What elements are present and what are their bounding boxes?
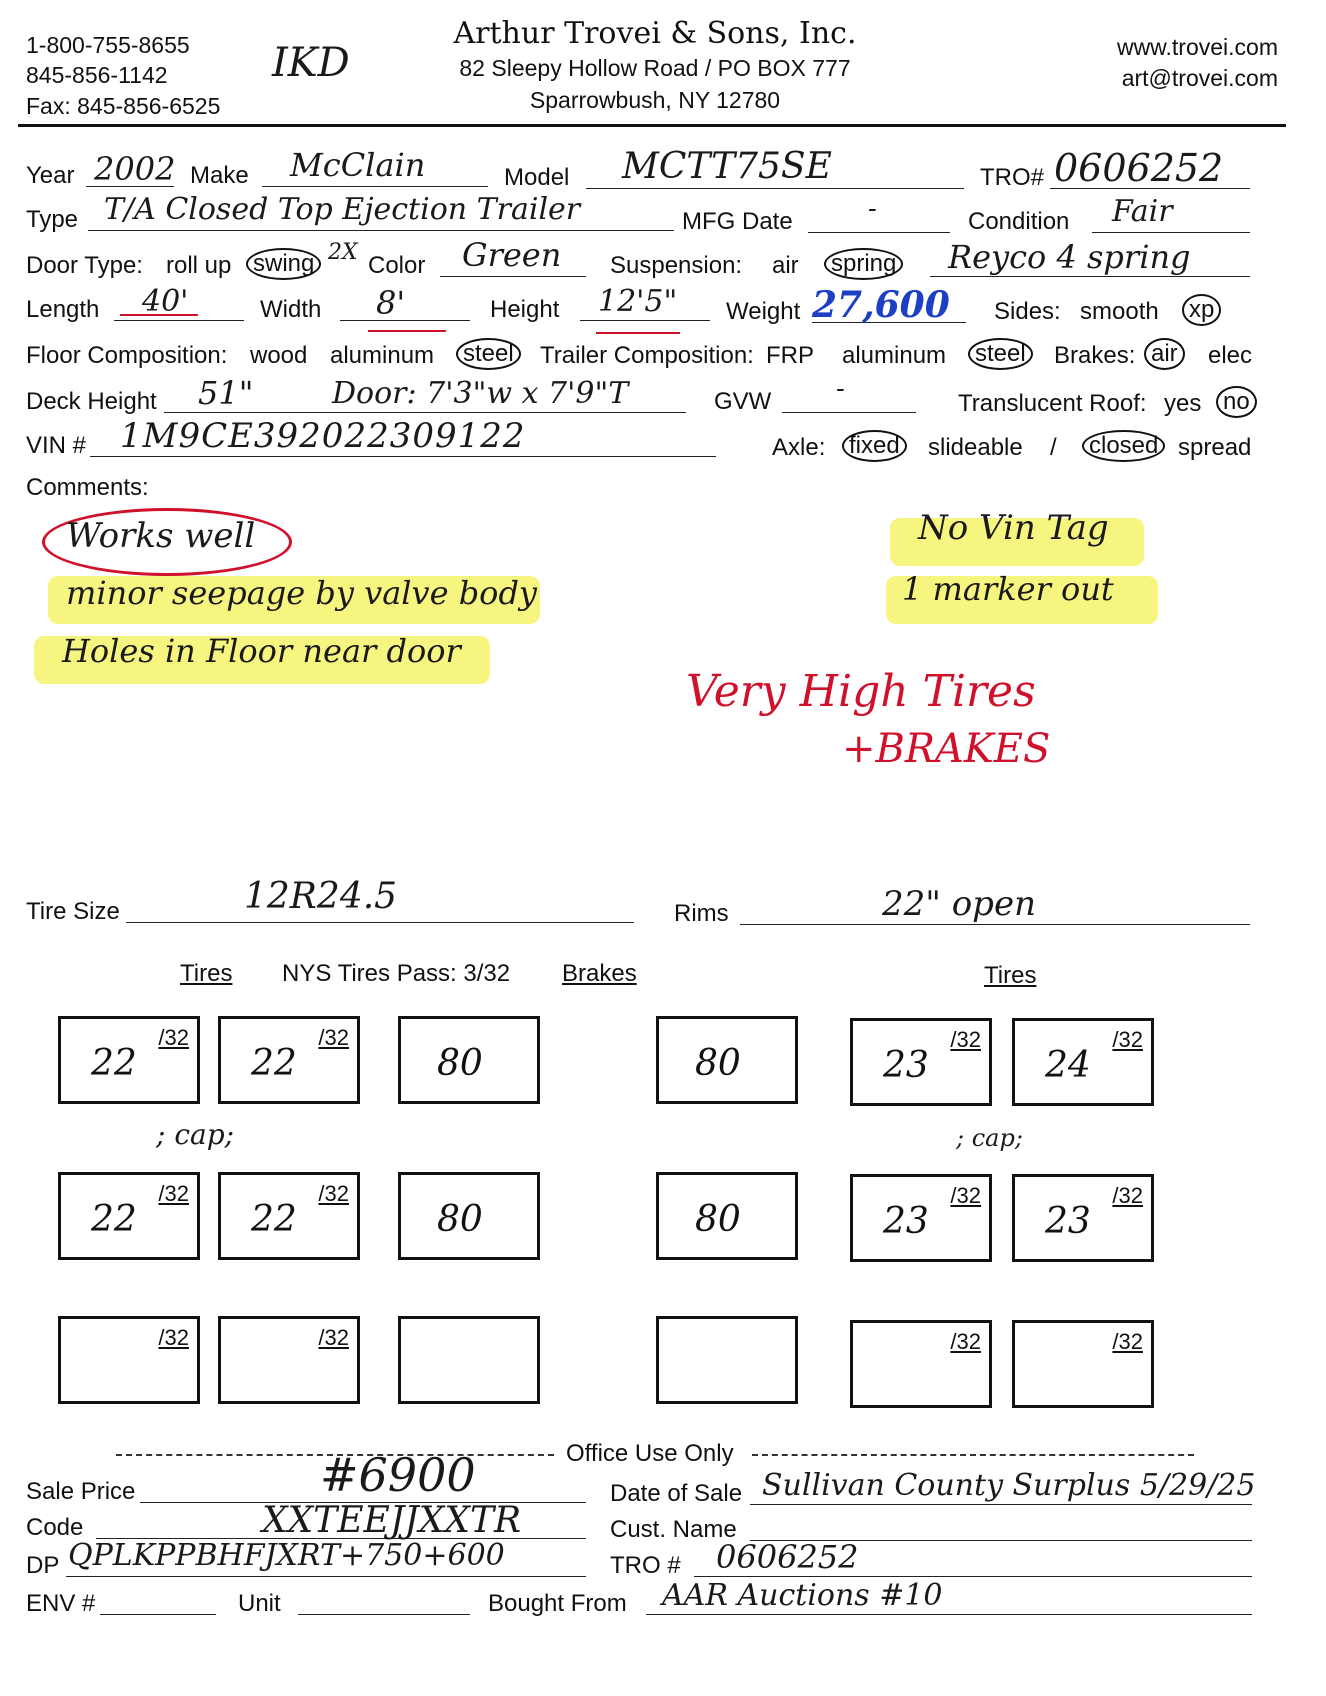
tire-box[interactable] — [58, 1172, 200, 1260]
comment-marker-out: 1 marker out — [902, 570, 1114, 608]
tire-depth: 22 — [251, 1199, 297, 1240]
per32-label: /32 — [950, 1183, 981, 1208]
condition-label: Condition — [968, 208, 1070, 235]
env-label: ENV # — [26, 1590, 96, 1617]
trailer-option-steel[interactable]: steel — [968, 338, 1033, 370]
make-value: McClain — [290, 146, 426, 184]
vin-value: 1M9CE392022309122 — [120, 416, 526, 456]
cap-note-left: ; cap; — [156, 1118, 235, 1151]
axle-option-slideable[interactable]: slideable — [928, 434, 1023, 461]
phone-2: 845-856-1142 — [26, 62, 168, 88]
tire-depth: 22 — [91, 1043, 137, 1084]
make-label: Make — [190, 162, 249, 189]
tro-value: 0606252 — [1054, 146, 1224, 190]
address-line-2: Sparrowbush, NY 12780 — [529, 87, 781, 113]
tire-box[interactable] — [218, 1316, 360, 1404]
tro-label: TRO# — [980, 164, 1045, 191]
translucent-roof-label: Translucent Roof: — [958, 390, 1147, 417]
brakes-option-elec[interactable]: elec — [1208, 342, 1253, 369]
door-dimensions: Door: 7'3"w x 7'9"T — [332, 376, 629, 411]
brake-box[interactable] — [398, 1172, 540, 1260]
floor-option-aluminum[interactable]: aluminum — [330, 342, 435, 369]
per32-label: /32 — [1112, 1329, 1143, 1354]
height-label: Height — [490, 296, 560, 323]
nys-tires-pass: NYS Tires Pass: 3/32 — [282, 960, 511, 987]
cust-name-label: Cust. Name — [610, 1516, 737, 1543]
axle-option-closed[interactable]: closed — [1082, 430, 1165, 462]
roof-option-yes[interactable]: yes — [1164, 390, 1202, 417]
mfg-date-value: - — [868, 194, 877, 224]
axle-label: Axle: — [772, 434, 826, 461]
header-divider — [18, 124, 1286, 127]
tire-box[interactable] — [1012, 1018, 1154, 1106]
tires-heading-right: Tires — [984, 962, 1037, 989]
length-underline-red — [120, 314, 198, 316]
bought-from-value: AAR Auctions #10 — [662, 1578, 943, 1613]
year-label: Year — [26, 162, 75, 189]
phone-1: 1-800-755-8655 — [26, 32, 190, 58]
address-line-1: 82 Sleepy Hollow Road / PO BOX 777 — [459, 55, 851, 81]
rims-label: Rims — [674, 900, 729, 927]
door-option-roll-up[interactable]: roll up — [166, 252, 232, 279]
brakes-label: Brakes: — [1054, 342, 1136, 369]
axle-option-spread[interactable]: spread — [1178, 434, 1252, 461]
brake-box[interactable] — [398, 1316, 540, 1404]
trailer-option-aluminum[interactable]: aluminum — [842, 342, 947, 369]
door-multiplier: 2X — [328, 240, 358, 265]
office-tro-label: TRO # — [610, 1552, 681, 1579]
tire-depth: 24 — [1045, 1045, 1091, 1086]
company-name: Arthur Trovei & Sons, Inc. — [453, 16, 857, 51]
tire-box[interactable] — [1012, 1320, 1154, 1408]
per32-label: /32 — [1112, 1183, 1143, 1208]
type-label: Type — [26, 206, 79, 233]
comment-very-high-tires: Very High Tires — [686, 666, 1036, 717]
office-tro-value: 0606252 — [716, 1538, 859, 1576]
per32-label: /32 — [318, 1025, 349, 1050]
per32-label: /32 — [158, 1325, 189, 1350]
floor-option-steel[interactable]: steel — [456, 338, 521, 370]
axle-option-fixed[interactable]: fixed — [842, 430, 907, 462]
tire-depth: 22 — [251, 1043, 297, 1084]
tire-box[interactable] — [58, 1316, 200, 1404]
trailer-composition-label: Trailer Composition: — [540, 342, 754, 369]
door-type-label: Door Type: — [26, 252, 143, 279]
brake-percent: 80 — [695, 1199, 741, 1240]
suspension-detail: Reyco 4 spring — [948, 238, 1191, 276]
comment-works-well: Works well — [66, 516, 256, 556]
brake-box[interactable] — [656, 1016, 798, 1104]
brake-percent: 80 — [437, 1043, 483, 1084]
brake-box[interactable] — [656, 1172, 798, 1260]
floor-composition-label: Floor Composition: — [26, 342, 228, 369]
sides-option-xp[interactable]: xp — [1182, 294, 1221, 326]
height-underline-red — [596, 332, 680, 334]
length-label: Length — [26, 296, 100, 323]
per32-label: /32 — [318, 1181, 349, 1206]
unit-label: Unit — [238, 1590, 281, 1617]
suspension-label: Suspension: — [610, 252, 743, 279]
comments-label: Comments: — [26, 474, 149, 501]
height-value: 12'5" — [598, 284, 678, 319]
tires-heading-left: Tires — [180, 960, 233, 987]
width-underline-red — [368, 330, 446, 332]
office-use-heading: Office Use Only — [566, 1440, 734, 1467]
tire-box[interactable] — [58, 1016, 200, 1104]
door-option-swing[interactable]: swing — [246, 248, 321, 280]
roof-option-no[interactable]: no — [1216, 386, 1257, 418]
brake-box[interactable] — [398, 1016, 540, 1104]
year-value: 2002 — [94, 150, 176, 188]
dp-value: QPLKPPBHFJXRT+750+600 — [68, 1538, 505, 1573]
sides-label: Sides: — [994, 298, 1061, 325]
per32-label: /32 — [158, 1181, 189, 1206]
per32-label: /32 — [1112, 1027, 1143, 1052]
suspension-option-air[interactable]: air — [772, 252, 799, 279]
axle-slash: / — [1050, 434, 1057, 461]
tire-box[interactable] — [218, 1172, 360, 1260]
condition-value: Fair — [1112, 194, 1173, 229]
brakes-option-air[interactable]: air — [1144, 338, 1185, 370]
width-value: 8' — [376, 284, 406, 322]
comment-seepage: minor seepage by valve body — [66, 574, 537, 612]
tire-depth: 23 — [1045, 1201, 1091, 1242]
date-of-sale-value: Sullivan County Surplus 5/29/25 — [762, 1468, 1256, 1503]
tire-box[interactable] — [1012, 1174, 1154, 1262]
code-value: XXTEEJJXXTR — [262, 1500, 522, 1541]
website[interactable]: www.trovei.com — [1116, 34, 1278, 60]
width-label: Width — [260, 296, 322, 323]
bought-from-label: Bought From — [488, 1590, 627, 1617]
fax-number: Fax: 845-856-6525 — [26, 93, 221, 119]
tire-size-value: 12R24.5 — [244, 876, 398, 917]
color-label: Color — [368, 252, 426, 279]
tire-box[interactable] — [218, 1016, 360, 1104]
deck-height-value: 51" — [198, 374, 254, 412]
sides-option-smooth[interactable]: smooth — [1080, 298, 1159, 325]
tire-depth: 23 — [883, 1201, 929, 1242]
trailer-option-frp[interactable]: FRP — [766, 342, 814, 369]
model-value: MCTT75SE — [622, 146, 832, 187]
tire-depth: 22 — [91, 1199, 137, 1240]
per32-label: /32 — [950, 1027, 981, 1052]
per32-label: /32 — [950, 1329, 981, 1354]
dp-label: DP — [26, 1552, 60, 1579]
comment-plus-brakes: +BRAKES — [842, 726, 1051, 772]
comment-holes: Holes in Floor near door — [62, 632, 461, 670]
sale-price-value: #6900 — [320, 1448, 476, 1502]
email[interactable]: art@trovei.com — [1121, 65, 1278, 91]
weight-label: Weight — [726, 298, 801, 325]
vin-label: VIN # — [26, 432, 87, 459]
deck-height-label: Deck Height — [26, 388, 157, 415]
initials: IKD — [272, 40, 350, 86]
sale-price-label: Sale Price — [26, 1478, 136, 1505]
brake-percent: 80 — [695, 1043, 741, 1084]
tire-depth: 23 — [883, 1045, 929, 1086]
type-value: T/A Closed Top Ejection Trailer — [104, 192, 581, 227]
weight-value: 27,600 — [812, 284, 950, 326]
office-divider-right — [752, 1454, 1194, 1456]
suspension-option-spring[interactable]: spring — [824, 248, 903, 280]
gvw-value: - — [836, 374, 845, 404]
floor-option-wood[interactable]: wood — [250, 342, 308, 369]
brake-percent: 80 — [437, 1199, 483, 1240]
tire-box[interactable] — [850, 1018, 992, 1106]
per32-label: /32 — [158, 1025, 189, 1050]
cap-note-right: ; cap; — [956, 1124, 1023, 1152]
tire-box[interactable] — [850, 1174, 992, 1262]
tire-box[interactable] — [850, 1320, 992, 1408]
per32-label: /32 — [318, 1325, 349, 1350]
model-label: Model — [504, 164, 570, 191]
brake-box[interactable] — [656, 1316, 798, 1404]
gvw-label: GVW — [714, 388, 772, 415]
color-value: Green — [462, 236, 562, 274]
rims-value: 22" open — [882, 884, 1036, 924]
length-value: 40' — [142, 284, 189, 319]
code-label: Code — [26, 1514, 84, 1541]
comment-no-vin-tag: No Vin Tag — [918, 508, 1109, 548]
date-of-sale-label: Date of Sale — [610, 1480, 743, 1507]
mfg-date-label: MFG Date — [682, 208, 793, 235]
tire-size-label: Tire Size — [26, 898, 120, 925]
brakes-heading: Brakes — [562, 960, 637, 987]
